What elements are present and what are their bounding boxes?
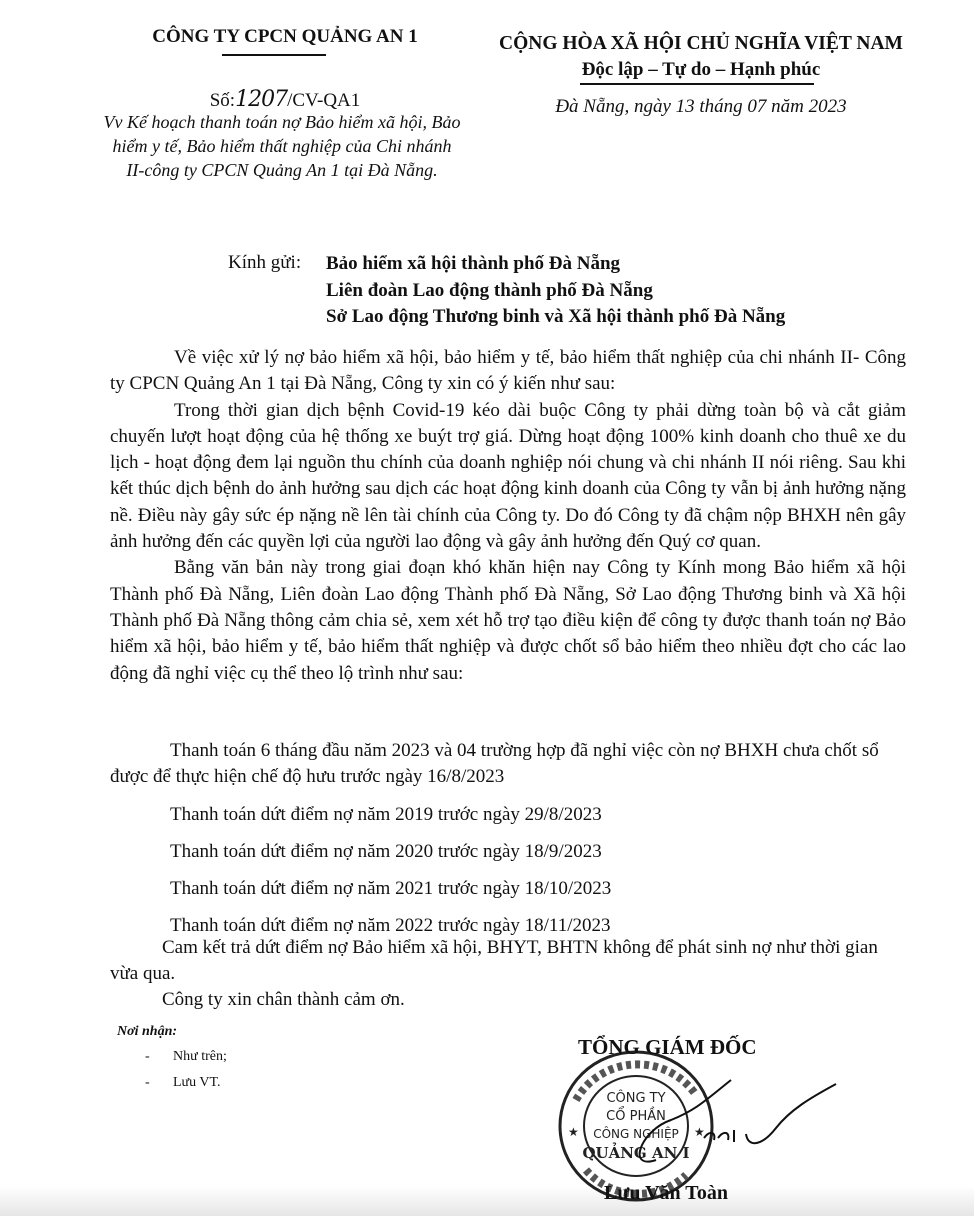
doc-number-handwritten: 1207 xyxy=(235,87,288,112)
addressee-item: Sở Lao động Thương binh và Xã hội thành phố Đà Nẵng xyxy=(326,306,786,327)
recipient-item: - Như trên; xyxy=(145,1049,227,1064)
svg-text:CỔ PHẦN: CỔ PHẦN xyxy=(606,1109,666,1124)
letter-body xyxy=(110,345,906,687)
body-paragraph: Bằng văn bản này trong giai đoạn khó khăn hiện nay Công ty Kính mong Bảo hiểm xã hội Thành phố Đà Nẵng, Liên đoàn Lao động Thành phố Đà Nẵng, Sở Lao động Thương binh và Xã hội Thành phố Đà Nẵng thông cảm chia sẻ, xem xét hỗ trợ tạo điều kiện để công ty được thanh toán nợ Bảo hiểm xã hội, bảo hiểm y tế, bảo hiểm thất nghiệp và được chốt sổ bảo hiểm theo nhiều đợt cho các lao động đã nghỉ việc cụ thể theo lộ trình như sau: xyxy=(110,557,906,684)
place-date: Đà Nẵng, ngày 13 tháng 07 năm 2023 xyxy=(555,96,847,117)
closing-block xyxy=(110,935,906,1013)
scan-shadow xyxy=(0,1186,974,1216)
addressee-label: Kính gửi: xyxy=(228,252,302,273)
signature-icon xyxy=(700,1080,840,1150)
signer-name: Lưu Văn Toàn xyxy=(604,1182,728,1204)
national-motto: Độc lập – Tự do – Hạnh phúc xyxy=(581,59,821,80)
thanks-text: Công ty xin chân thành cảm ơn. xyxy=(162,989,405,1010)
addressee-item: Liên đoàn Lao động thành phố Đà Nẵng xyxy=(326,279,653,301)
schedule-item: Thanh toán dứt điểm nợ năm 2021 trước ngày 18/10/2023 xyxy=(170,878,612,899)
schedule-first-item: Thanh toán 6 tháng đầu năm 2023 và 04 trường hợp đã nghỉ việc còn nợ BHXH chưa chốt sổ được để thực hiện chế độ hưu trước ngày 16/8/2023 xyxy=(110,740,879,787)
addressee-list xyxy=(326,251,785,331)
signer-title: TỔNG GIÁM ĐỐC xyxy=(578,1035,757,1059)
organization-name: CÔNG TY CPCN QUẢNG AN 1 xyxy=(152,26,418,47)
motto-underline xyxy=(580,83,814,85)
body-paragraph: Trong thời gian dịch bệnh Covid-19 kéo dài buộc Công ty phải dừng toàn bộ và cắt giảm chuyến lượt hoạt động của hệ thống xe buýt trợ giá. Dừng hoạt động 100% kinh doanh cho thuê xe du lịch - hoạt động đem lại nguồn thu chính của doanh nghiệp nói chung và chi nhánh II nói riêng. Sau khi kết thúc dịch bệnh do ảnh hưởng sau dịch các hoạt động kinh doanh của Công ty vẫn bị ảnh hưởng nặng nề. Điều này gây sức ép nặng nề lên tài chính của Công ty. Do đó Công ty đã chậm nộp BHXH nên gây ảnh hưởng đến các quyền lợi của người lao động và gây ảnh hưởng đến Quý cơ quan. xyxy=(110,399,906,553)
recipients-list xyxy=(145,1044,227,1096)
addressee-item: Bảo hiểm xã hội thành phố Đà Nẵng xyxy=(326,253,621,274)
schedule-item: Thanh toán dứt điểm nợ năm 2022 trước ngày 18/11/2023 xyxy=(170,915,611,936)
document-number xyxy=(130,87,440,112)
schedule-item: Thanh toán dứt điểm nợ năm 2019 trước ngày 29/8/2023 xyxy=(170,804,602,825)
national-title: CỘNG HÒA XÃ HỘI CHỦ NGHĨA VIỆT NAM xyxy=(499,33,903,54)
svg-text:CÔNG TY: CÔNG TY xyxy=(606,1091,666,1106)
document-subject: Vv Kế hoạch thanh toán nợ Bảo hiểm xã hội, Bảo hiểm y tế, Bảo hiểm thất nghiệp của Chi nhánh II-công ty CPCN Quảng An 1 tại Đà Nẵng. xyxy=(103,112,461,180)
svg-text:QUẢNG AN I: QUẢNG AN I xyxy=(582,1144,690,1162)
commitment-text: Cam kết trả dứt điểm nợ Bảo hiểm xã hội, BHYT, BHTN không để phát sinh nợ như thời gian vừa qua. xyxy=(110,937,878,984)
svg-text:★: ★ xyxy=(694,1125,705,1139)
schedule-item: Thanh toán dứt điểm nợ năm 2020 trước ngày 18/9/2023 xyxy=(170,841,602,862)
body-paragraph: Về việc xử lý nợ bảo hiểm xã hội, bảo hiểm y tế, bảo hiểm thất nghiệp của chi nhánh II- Công ty CPCN Quảng An 1 tại Đà Nẵng, Công ty xin có ý kiến như sau: xyxy=(110,347,906,395)
doc-number-suffix: /CV-QA1 xyxy=(287,90,361,111)
svg-text:★: ★ xyxy=(568,1125,579,1139)
doc-number-prefix: Số: xyxy=(209,90,236,111)
recipients-title: Nơi nhận: xyxy=(117,1024,178,1039)
svg-text:CÔNG NGHIỆP: CÔNG NGHIỆP xyxy=(593,1127,679,1141)
org-underline xyxy=(222,54,326,56)
payment-schedule xyxy=(110,738,906,950)
recipient-item: - Lưu VT. xyxy=(145,1075,221,1090)
